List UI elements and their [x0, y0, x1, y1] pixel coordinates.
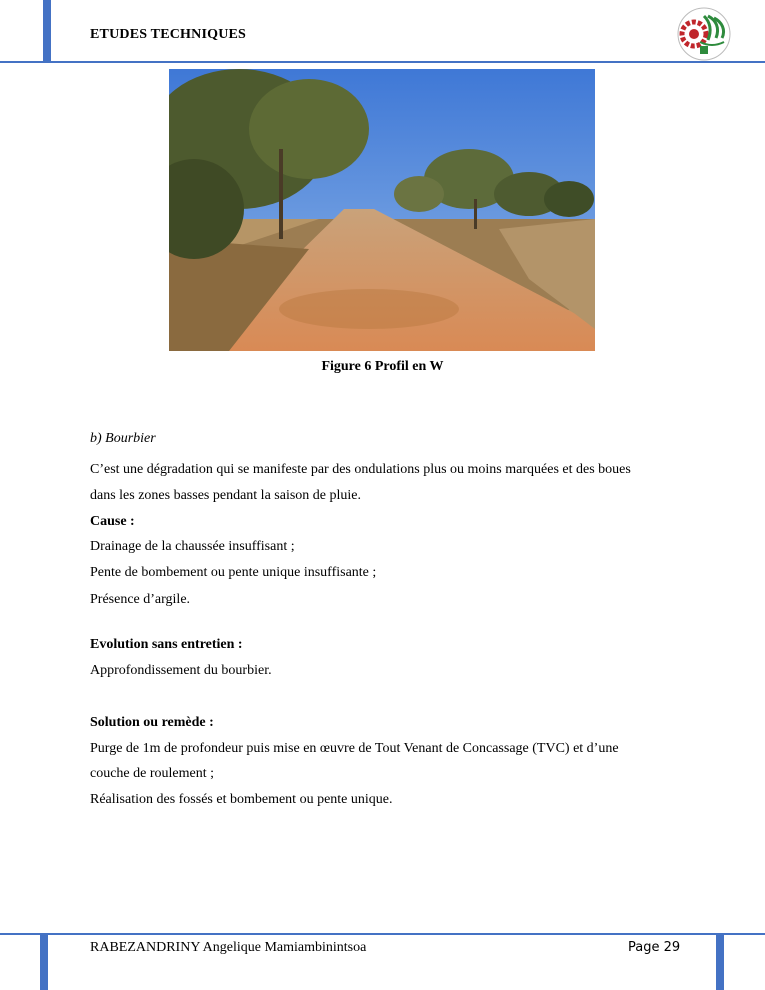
intro-line-2: dans les zones basses pendant la saison de pluie.: [90, 488, 361, 503]
page-number: Page 29: [628, 940, 681, 955]
footer-accent-bar-left: [40, 933, 48, 990]
solution-line-2: couche de roulement ;: [90, 766, 215, 781]
evolution-label: Evolution sans entretien :: [90, 637, 243, 652]
cause-label: Cause :: [90, 514, 135, 529]
footer-author: RABEZANDRINY Angelique Mamiambinintsoa: [90, 940, 367, 955]
intro-line-1: C’est une dégradation qui se manifeste par des ondulations plus ou moins marquées et des boues: [90, 462, 631, 477]
evolution-text: Approfondissement du bourbier.: [90, 663, 272, 678]
section-heading: b) Bourbier: [90, 431, 156, 446]
header-title: ETUDES TECHNIQUES: [90, 27, 247, 42]
cause-item: Drainage de la chaussée insuffisant ;: [90, 539, 295, 554]
header-rule: [0, 61, 765, 63]
solution-line-1: Purge de 1m de profondeur puis mise en œuvre de Tout Venant de Concassage (TVC) et d’une: [90, 741, 619, 756]
road-photo: [169, 69, 595, 351]
header-accent-bar: [43, 0, 51, 62]
solution-label: Solution ou remède :: [90, 715, 214, 730]
figure-caption: Figure 6 Profil en W: [321, 359, 444, 374]
footer-rule: [0, 933, 765, 935]
footer-accent-bar-right: [716, 933, 724, 990]
cause-item: Présence d’argile.: [90, 592, 191, 607]
cause-item: Pente de bombement ou pente unique insuffisante ;: [90, 565, 377, 580]
institution-logo-icon: [670, 6, 738, 62]
solution-line-3: Réalisation des fossés et bombement ou pente unique.: [90, 792, 393, 807]
